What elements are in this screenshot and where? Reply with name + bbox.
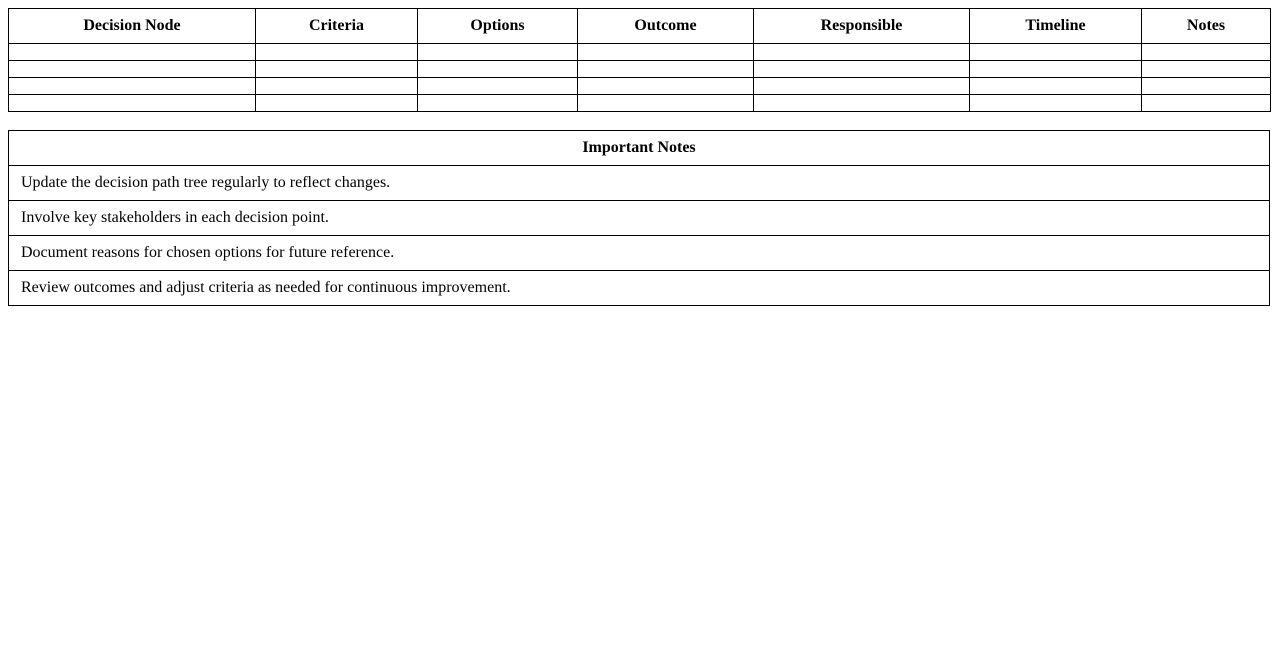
table-cell bbox=[256, 61, 418, 78]
column-header-decision-node: Decision Node bbox=[9, 9, 256, 44]
table-cell bbox=[578, 95, 754, 112]
column-header-outcome: Outcome bbox=[578, 9, 754, 44]
table-header-row bbox=[9, 9, 1271, 44]
table-cell bbox=[578, 78, 754, 95]
table-row bbox=[9, 61, 1271, 78]
page-content bbox=[8, 8, 1270, 306]
table-row bbox=[9, 95, 1271, 112]
table-cell bbox=[970, 78, 1142, 95]
list-item bbox=[9, 201, 1270, 236]
notes-header-row bbox=[9, 131, 1270, 166]
table-row bbox=[9, 44, 1271, 61]
table-cell bbox=[9, 95, 256, 112]
list-item bbox=[9, 166, 1270, 201]
table-cell bbox=[970, 61, 1142, 78]
table-cell bbox=[578, 61, 754, 78]
table-cell bbox=[1142, 78, 1271, 95]
column-header-notes: Notes bbox=[1142, 9, 1271, 44]
table-row bbox=[9, 78, 1271, 95]
table-cell bbox=[754, 78, 970, 95]
table-cell bbox=[970, 44, 1142, 61]
decision-table bbox=[8, 8, 1271, 112]
table-cell bbox=[256, 78, 418, 95]
table-cell bbox=[1142, 61, 1271, 78]
column-header-timeline: Timeline bbox=[970, 9, 1142, 44]
important-notes-table bbox=[8, 130, 1270, 306]
table-cell bbox=[1142, 44, 1271, 61]
list-item bbox=[9, 236, 1270, 271]
table-cell bbox=[9, 78, 256, 95]
column-header-responsible: Responsible bbox=[754, 9, 970, 44]
column-header-options: Options bbox=[418, 9, 578, 44]
table-cell bbox=[9, 61, 256, 78]
table-cell bbox=[418, 61, 578, 78]
note-text: Review outcomes and adjust criteria as needed for continuous improvement. bbox=[9, 271, 1270, 306]
table-cell bbox=[578, 44, 754, 61]
table-cell bbox=[418, 44, 578, 61]
list-item bbox=[9, 271, 1270, 306]
table-cell bbox=[418, 95, 578, 112]
table-cell bbox=[256, 95, 418, 112]
table-cell bbox=[754, 44, 970, 61]
note-text: Update the decision path tree regularly to reflect changes. bbox=[9, 166, 1270, 201]
note-text: Document reasons for chosen options for future reference. bbox=[9, 236, 1270, 271]
table-cell bbox=[418, 78, 578, 95]
table-cell bbox=[754, 95, 970, 112]
column-header-criteria: Criteria bbox=[256, 9, 418, 44]
table-cell bbox=[1142, 95, 1271, 112]
note-text: Involve key stakeholders in each decision point. bbox=[9, 201, 1270, 236]
table-cell bbox=[9, 44, 256, 61]
table-cell bbox=[256, 44, 418, 61]
table-cell bbox=[754, 61, 970, 78]
notes-title: Important Notes bbox=[9, 131, 1270, 166]
table-cell bbox=[970, 95, 1142, 112]
